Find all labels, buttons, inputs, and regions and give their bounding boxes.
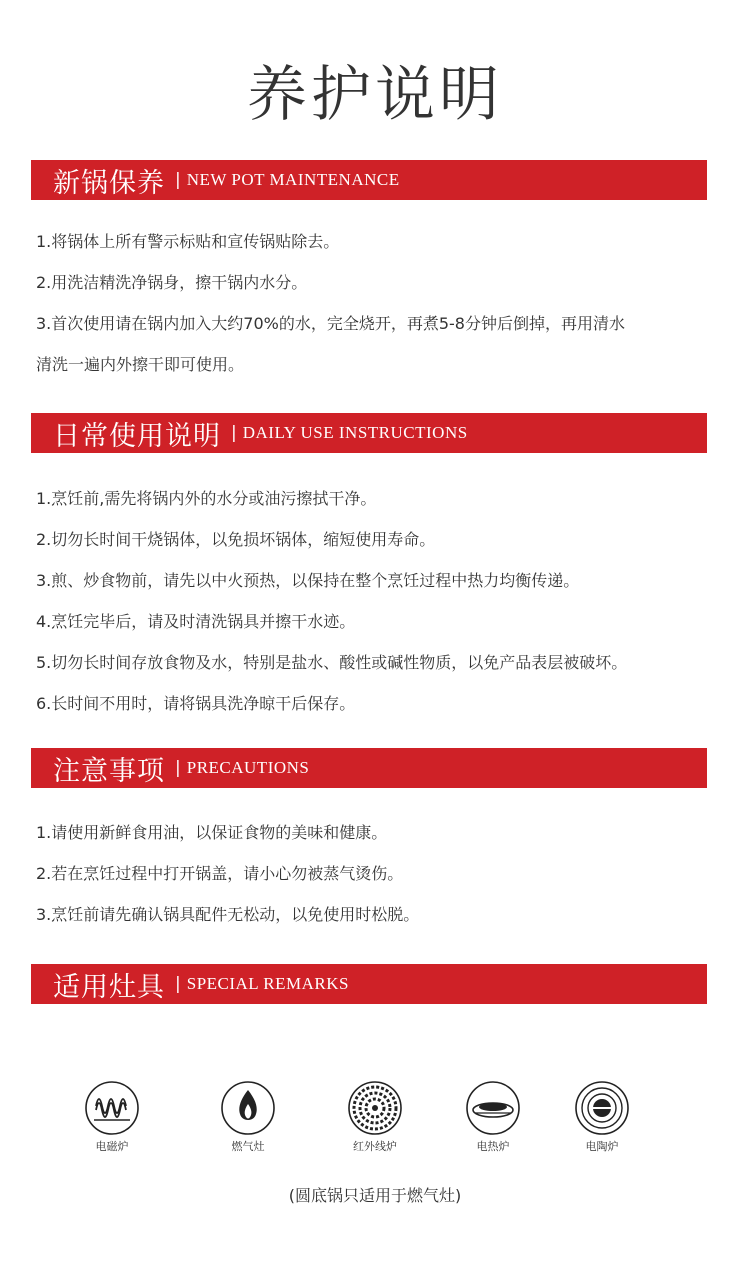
gas-flame-icon (220, 1080, 276, 1136)
stove-icon-row (0, 1080, 750, 1160)
list-item: 5.切勿长时间存放食物及水，特别是盐水、酸性或碱性物质，以免产品表层被破坏。 (36, 653, 628, 672)
section-title-en: DAILY USE INSTRUCTIONS (242, 423, 468, 442)
list-item: 3.首次使用请在锅内加入大约70%的水，完全烧开，再煮5-8分钟后倒掉，再用清水 (36, 314, 625, 333)
list-item: 3.煎、炒食物前，请先以中火预热，以保持在整个烹饪过程中热力均衡传递。 (36, 571, 580, 590)
section-separator: | (175, 758, 181, 778)
stove-label: 红外线炉 (353, 1140, 397, 1153)
list-item: 1.烹饪前,需先将锅内外的水分或油污擦拭干净。 (36, 489, 377, 508)
list-item: 2.用洗洁精洗净锅身，擦干锅内水分。 (36, 273, 308, 292)
list-item: 1.请使用新鲜食用油，以保证食物的美味和健康。 (36, 823, 388, 842)
stove-gas (208, 1080, 288, 1154)
list-item: 6.长时间不用时，请将锅具洗净晾干后保存。 (36, 694, 356, 713)
round-bottom-note: (圆底锅只适用于燃气灶) (288, 1186, 462, 1205)
section-separator: | (175, 170, 181, 190)
section-title-en: PRECAUTIONS (186, 758, 310, 777)
stove-label: 电陶炉 (585, 1140, 619, 1153)
stove-induction (72, 1080, 152, 1154)
section-separator: | (231, 423, 237, 443)
list-item: 1.将锅体上所有警示标贴和宣传锅贴除去。 (36, 232, 340, 251)
stove-electric (453, 1080, 533, 1154)
list-item: 2.切勿长时间干烧锅体，以免损坏锅体，缩短使用寿命。 (36, 530, 436, 549)
list-item: 3.烹饪前请先确认锅具配件无松动，以免使用时松脱。 (36, 905, 420, 924)
list-item: 2.若在烹饪过程中打开锅盖，请小心勿被蒸气烫伤。 (36, 864, 404, 883)
stove-label: 燃气灶 (231, 1140, 265, 1153)
section-banner-precautions (31, 748, 707, 788)
stove-label: 电热炉 (476, 1140, 510, 1153)
daily-use-list (36, 478, 716, 724)
ceramic-hob-icon (574, 1080, 630, 1136)
list-item: 4.烹饪完毕后，请及时清洗锅具并擦干水迹。 (36, 612, 356, 631)
section-title-zh: 日常使用说明 (53, 420, 221, 452)
new-pot-list (36, 221, 716, 385)
section-title-en: NEW POT MAINTENANCE (186, 170, 400, 189)
stove-ceramic (562, 1080, 642, 1154)
electric-plate-icon (465, 1080, 521, 1136)
stove-infrared (335, 1080, 415, 1154)
section-banner-new-pot (31, 160, 707, 200)
induction-coil-icon (84, 1080, 140, 1136)
infrared-grid-icon (347, 1080, 403, 1136)
section-title-zh: 注意事项 (53, 755, 165, 787)
list-item: 清洗一遍内外擦干即可使用。 (36, 355, 245, 374)
section-title-zh: 适用灶具 (53, 971, 165, 1003)
stove-label: 电磁炉 (95, 1140, 129, 1153)
section-banner-daily-use (31, 413, 707, 453)
section-title-en: SPECIAL REMARKS (186, 974, 349, 993)
section-separator: | (175, 974, 181, 994)
section-banner-special-remarks (31, 964, 707, 1004)
section-title-zh: 新锅保养 (53, 167, 165, 199)
precautions-list (36, 812, 716, 935)
page-title: 养护说明 (247, 60, 503, 130)
